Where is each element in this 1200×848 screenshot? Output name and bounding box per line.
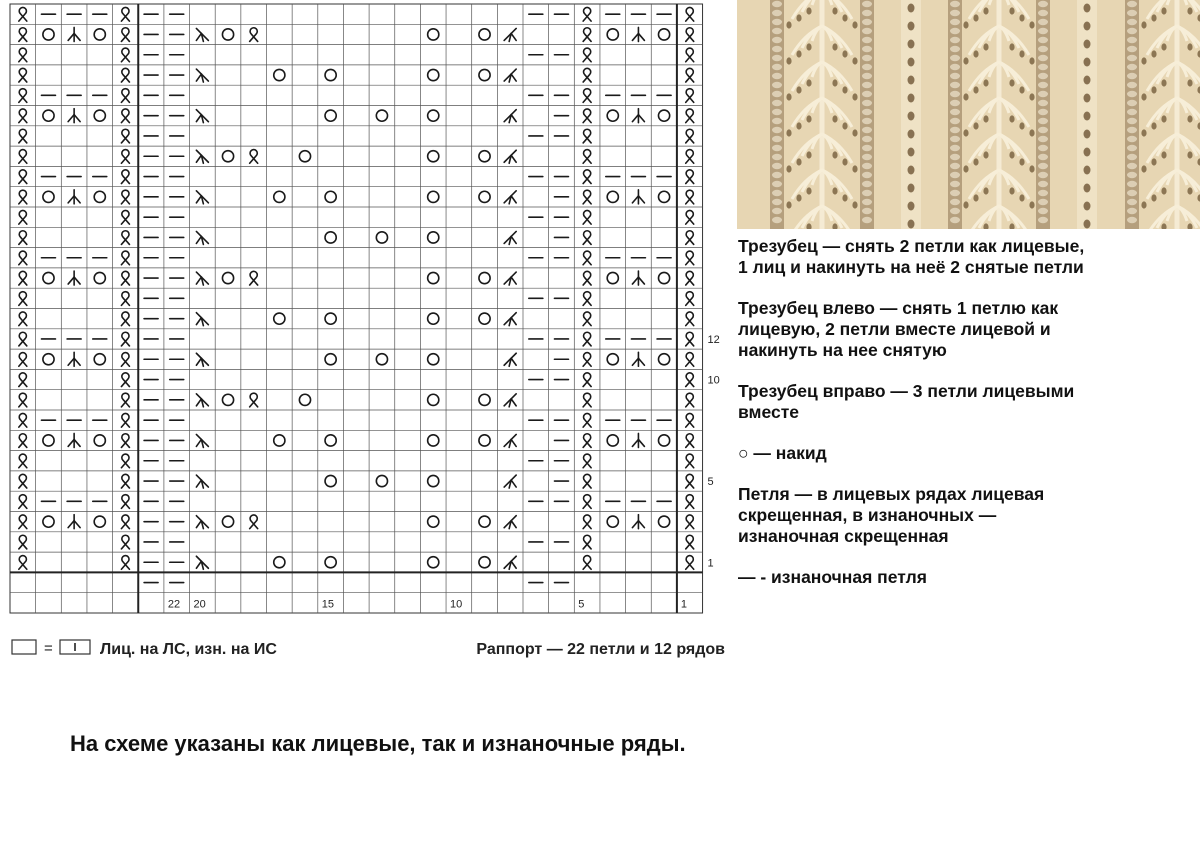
row-number-label: 5 (707, 476, 714, 489)
eyelet-column (901, 0, 921, 229)
column-number-label: 20 (193, 598, 206, 611)
legend-trident-right: Трезубец вправо — 3 петли лицевыми вместе (738, 381, 1075, 422)
row-number-label: 1 (707, 557, 714, 570)
legend-twisted-loop: Петля — в лицевых рядах лицевая скрещенная, в изнаночных — изнаночная скрещенная (738, 484, 1045, 546)
legend-trident: Трезубец — снять 2 петли как лицевые, 1 лиц и накинуть на неё 2 снятые петли (738, 236, 1085, 277)
purl-rib (860, 0, 874, 229)
legend-purl-stitch: — - изнаночная петля (738, 567, 927, 587)
row-number-label: 12 (707, 334, 720, 347)
column-number-label: 10 (450, 598, 463, 611)
chart-note: На схеме указаны как лицевые, так и изнаночные ряды. (70, 731, 686, 756)
column-number-label: 22 (167, 598, 181, 611)
purl-rib (948, 0, 962, 229)
purl-rib (1125, 0, 1139, 229)
knitting-chart-panel (0, 0, 735, 676)
column-number-label: 1 (680, 598, 688, 611)
knitted-sample-photo (737, 0, 1200, 229)
column-number-label: 5 (578, 598, 585, 611)
row-number-label: 10 (707, 374, 720, 387)
key-empty-cell (12, 640, 36, 654)
legend-trident-left: Трезубец влево — снять 1 петлю как лицевую, 2 петли вместе лицевой и накинуть на нее снятую (738, 298, 1059, 360)
purl-rib (770, 0, 784, 229)
legend-yarn-over: ○ — накид (738, 443, 827, 463)
symbol-legend (738, 236, 1193, 608)
key-label: Лиц. на ЛС, изн. на ИС (100, 641, 277, 658)
key-equals-sign: = (44, 640, 53, 657)
purl-rib (1036, 0, 1050, 229)
column-number-label: 15 (321, 598, 335, 611)
repeat-label: Раппорт — 22 петли и 12 рядов (476, 641, 725, 658)
knitting-chart (0, 0, 735, 676)
eyelet-column (1077, 0, 1097, 229)
